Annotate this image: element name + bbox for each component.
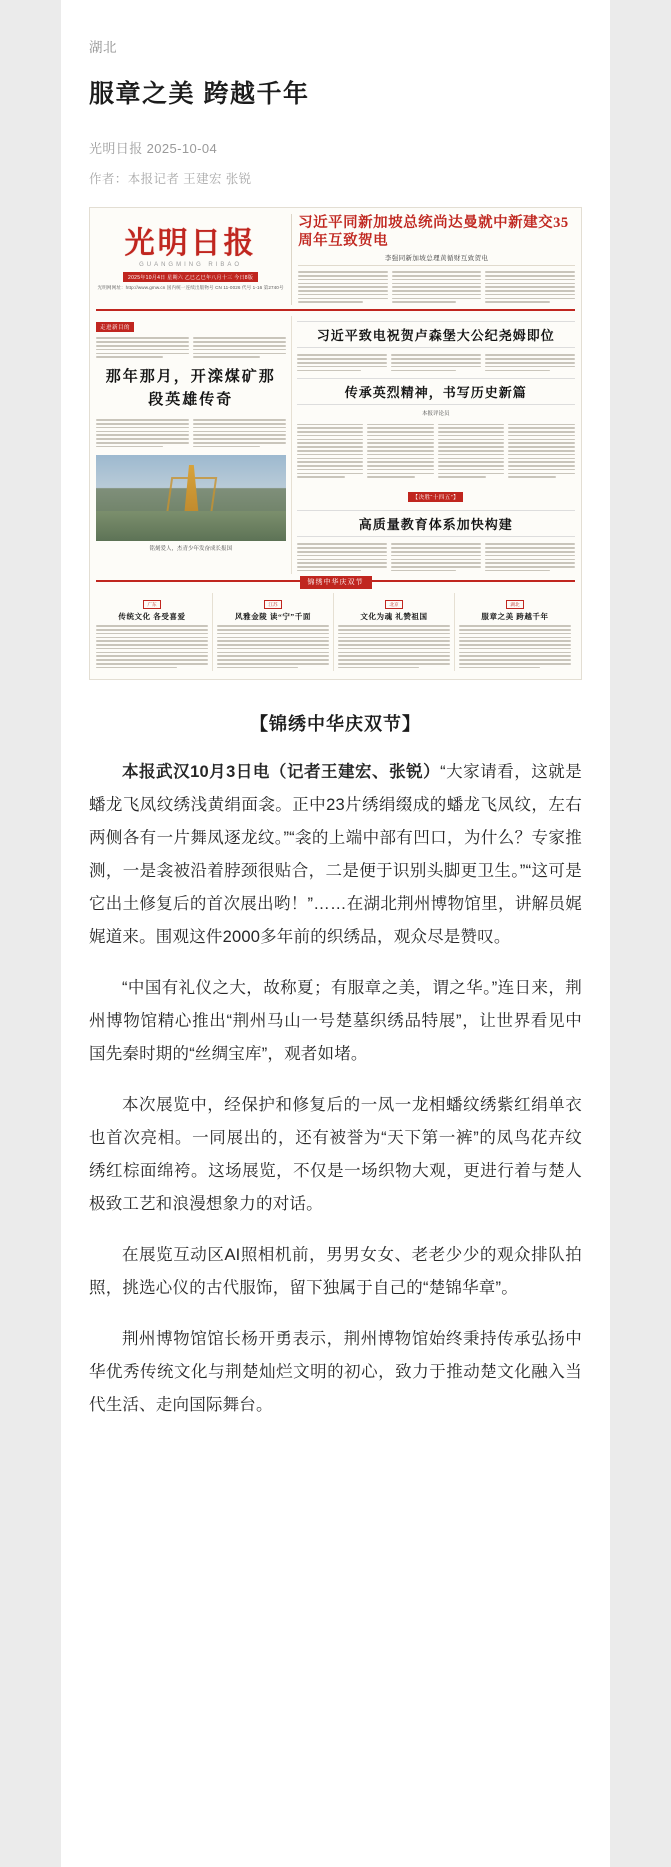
strip-item [217,593,334,671]
strip-columns [96,593,575,671]
text-column [96,417,189,449]
paragraph-1-rest: “大家请看，这就是蟠龙飞凤纹绣浅黄绢面衾。正中23片绣绢缀成的蟠龙飞凤纹，左右两侧各有一片舞凤逐龙纹。”“衾的上端中部有凹口，为什么？专家推测，一是衾被沿着脖颈很贴合，二是便于识别头脚更卫生。”“这可是它出土修复后的首次展出哟！”……在湖北荆州博物馆里，讲解员娓娓道来。围观这件2000多年前的织绣品，观众尽是赞叹。 [89,762,583,946]
article-date: 2025-10-04 [146,140,218,156]
masthead-datebar: 2025年10月4日 星期六 乙巳乙巳年八月十三 今日8版 [123,272,258,282]
text-column [392,269,482,305]
strip-item-tag: 湖北 [506,600,523,609]
strip-item-title: 服章之美 跨越千年 [481,612,549,622]
text-column [485,269,575,305]
newspaper-right-column [291,316,575,573]
third-body [297,421,575,480]
text-column [367,421,434,480]
fourth-headline: 高质量教育体系加快构建 [297,510,575,537]
article-kicker: 湖北 [89,40,117,55]
photo-caption: 铭刻爱人，杰青少年发奋成长报国 [149,545,233,552]
strip-item-title: 传统文化 各受喜爱 [118,612,186,622]
text-column [96,335,189,360]
article-paragraph-1 [89,756,582,954]
second-headline: 习近平致电祝贺卢森堡大公纪尧姆即位 [297,321,575,348]
text-column [485,541,575,573]
left-feature-headline: 那年那月，开滦煤矿那段英雄传奇 [105,369,276,408]
third-headline: 传承英烈精神，书写历史新篇 [297,378,575,405]
text-column [297,352,387,373]
article-meta [89,138,582,157]
strip-item-tag: 广东 [143,600,160,609]
strip-item [459,593,575,671]
strip-item-title: 文化为魂 礼赞祖国 [360,612,428,622]
text-column [438,421,505,480]
newspaper-masthead [96,214,575,311]
article-source: 光明日报 [89,140,143,156]
masthead-left [96,214,285,305]
newspaper-bottom-strip [96,580,575,671]
text-column [193,417,286,449]
second-body [297,352,575,373]
text-column [298,269,388,305]
text-column [508,421,575,480]
text-column [391,541,481,573]
third-subhead: 本报评论员 [422,411,450,418]
text-column [485,352,575,373]
text-column [297,421,364,480]
left-top-text [96,335,286,360]
newspaper-left-column [96,316,286,573]
lead-headline: 习近平同新加坡总统尚达曼就中新建交35周年互致贺电 [298,214,569,249]
article-sheet [61,0,610,1867]
strip-item-tag: 北京 [385,600,402,609]
article-paragraph-5: 荆州博物馆馆长杨开勇表示，荆州博物馆始终秉持传承弘扬中华优秀传统文化与荆楚灿烂文明的初心，致力于推动楚文化融入当代生活、走向国际舞台。 [89,1329,582,1414]
page-title: 服章之美 跨越千年 [89,80,310,108]
text-column [391,352,481,373]
article-paragraph-3: 本次展览中，经保护和修复后的一凤一龙相蟠纹绣紫红绢单衣也首次亮相。一同展出的，还有被誉为“天下第一裤”的凤鸟花卉纹绣红棕面绵袴。这场展览，不仅是一场织物大观，更进行着与楚人极致工艺和浪漫想象力的对话。 [89,1095,582,1213]
masthead-title: 光明日报 [124,227,257,261]
masthead-lead-story [291,214,575,305]
column-banner-label: 走进新目的 [96,322,134,332]
article-paragraph-2: “中国有礼仪之大，故称夏；有服章之美，谓之华。”连日来，荆州博物馆精心推出“荆州马山一号楚墓织绣品特展”，让世界看见中国先秦时期的“丝绸宝库”，观者如堵。 [89,978,582,1063]
text-column [297,541,387,573]
masthead-url: 光明网网址：http://www.gmw.cn 国内统一连续出版物号 CN 11-0026 代号 1-16 第2740号 [97,285,284,291]
dateline-lead: 本报武汉10月3日电（记者王建宏、张锐） [122,762,441,781]
lead-subhead: 李强同新加坡总理黄循财互致贺电 [298,253,575,266]
strip-item [338,593,455,671]
fourth-body [297,541,575,573]
left-mid-text [96,417,286,449]
newspaper-photo [96,455,286,541]
strip-banner: 锦绣中华庆双节 [300,576,372,589]
article-subhead: 【锦绣中华庆双节】 [250,713,421,734]
text-column [193,335,286,360]
strip-item [96,593,213,671]
article-paragraph-4: 在展览互动区AI照相机前，男男女女、老老少少的观众排队拍照，挑选心仪的古代服饰，留下独属于自己的“楚锦华章”。 [89,1245,582,1297]
fourth-label: 【决胜“十四五”】 [408,492,463,502]
strip-item-title: 风雅金陵 读“宁”千面 [235,612,311,622]
lead-body-columns [298,269,575,305]
strip-item-tag: 江苏 [264,600,281,609]
newspaper-body [96,316,575,573]
article-byline: 作者：本报记者 王建宏 张锐 [89,171,252,186]
newspaper-facsimile-image[interactable] [89,207,582,680]
article-content [61,0,610,1470]
masthead-pinyin: GUANGMING RIBAO [139,262,243,269]
